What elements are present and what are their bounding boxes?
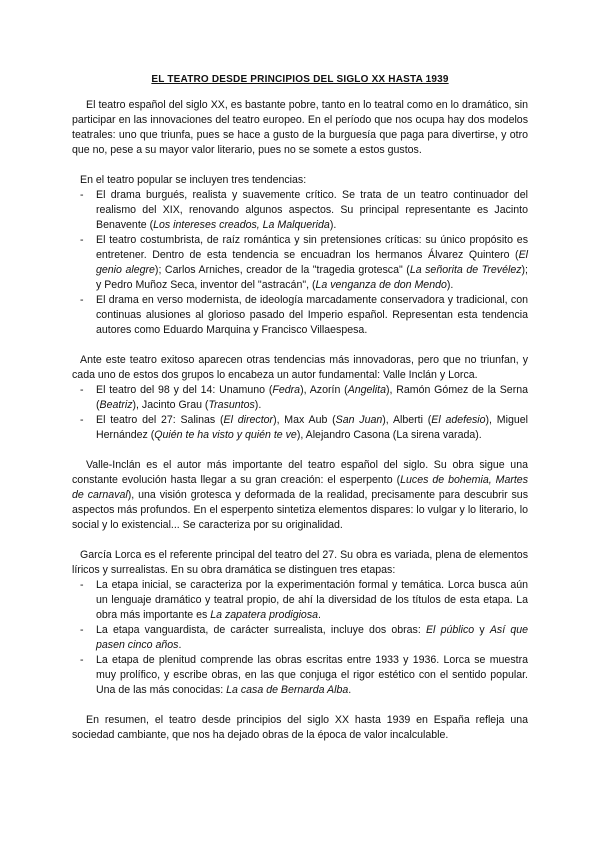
- paragraph-conclusion: En resumen, el teatro desde principios del siglo XX hasta 1939 en España refleja una sociedad cambiante, que nos ha dejado obras de la época de valor incalculable.: [72, 714, 528, 741]
- lorca-stages-list: [72, 578, 528, 698]
- innovative-theater-list: [72, 383, 528, 443]
- list-item: - El drama en verso modernista, de ideología marcadamente conservadora y tradicional, con continuas alusiones al glorioso pasado del Imperio español. Representan esta tendencia autores como Eduardo Marquina y Francisco Villaespesa.: [96, 293, 528, 338]
- list-item: - El teatro del 27: Salinas (El director), Max Aub (San Juan), Alberti (El adefesio), Miguel Hernández (Quién te ha visto y quién te ve), Alejandro Casona (La sirena varada).: [96, 413, 528, 443]
- list-item: - La etapa inicial, se caracteriza por la experimentación formal y temática. Lorca busca aún un lenguaje dramático y teatral propio, de ahí la diversidad de los títulos de esta etapa. La obra más importante es La zapatera prodigiosa.: [96, 578, 528, 623]
- paragraph-valle-inclan: Valle-Inclán es el autor más importante del teatro español del siglo. Su obra sigue una constante evolución hasta llegar a su gran creación: el esperpento (Luces de bohemia, Martes de carnaval), una visión grotesca y deformada de la realidad, precisamente para descubrir sus aspectos más profundos. En el esperpento sintetiza elementos dispares: lo vulgar y lo literario, lo social y lo existencial... Se caracteriza por su originalidad.: [72, 459, 528, 531]
- paragraph-popular-theater-intro: En el teatro popular se incluyen tres tendencias:: [80, 174, 307, 186]
- list-item: - El teatro costumbrista, de raíz romántica y sin pretensiones críticas: su único propósito es entretener. Dentro de esta tendencia se encuadran los hermanos Álvarez Quintero (El genio alegre); Carlos Arniches, creador de la "tragedia grotesca" (La señorita de Trevélez); y Pedro Muñoz Seca, inventor del "astracán", (La venganza de don Mendo).: [96, 233, 528, 293]
- popular-theater-list: [72, 188, 528, 338]
- document-page: [72, 74, 528, 758]
- list-item: - La etapa vanguardista, de carácter surrealista, incluye dos obras: El público y Así que pasen cinco años.: [96, 623, 528, 653]
- list-item: - La etapa de plenitud comprende las obras escritas entre 1933 y 1936. Lorca se muestra muy prolífico, y escribe obras, en las que conjuga el rigor estético con el sentido popular. Una de las más conocidas: La casa de Bernarda Alba.: [96, 653, 528, 698]
- list-item: - El teatro del 98 y del 14: Unamuno (Fedra), Azorín (Angelita), Ramón Gómez de la Serna (Beatriz), Jacinto Grau (Trasuntos).: [96, 383, 528, 413]
- paragraph-lorca-intro: García Lorca es el referente principal del teatro del 27. Su obra es variada, plena de elementos líricos y surrealistas. En su obra dramática se distinguen tres etapas:: [72, 549, 528, 576]
- page-title: EL TEATRO DESDE PRINCIPIOS DEL SIGLO XX HASTA 1939: [151, 74, 449, 85]
- paragraph-intro: El teatro español del siglo XX, es bastante pobre, tanto en lo teatral como en lo dramático, sin participar en las innovaciones del teatro europeo. En el período que nos ocupa hay dos modelos teatrales: uno que triunfa, pues se hace a gusto de la burguesía que paga para divertirse, y otro que no, pese a su mayor valor literario, pues no se somete a estos gustos.: [72, 99, 528, 156]
- list-item: - El drama burgués, realista y suavemente crítico. Se trata de un teatro continuador del realismo del XIX, renovando algunos aspectos. Su principal representante es Jacinto Benavente (Los intereses creados, La Malquerida).: [96, 188, 528, 233]
- paragraph-innovative-intro: Ante este teatro exitoso aparecen otras tendencias más innovadoras, pero que no triunfan, y cada uno de estos dos grupos lo encabeza un autor fundamental: Valle Inclán y Lorca.: [72, 354, 528, 381]
